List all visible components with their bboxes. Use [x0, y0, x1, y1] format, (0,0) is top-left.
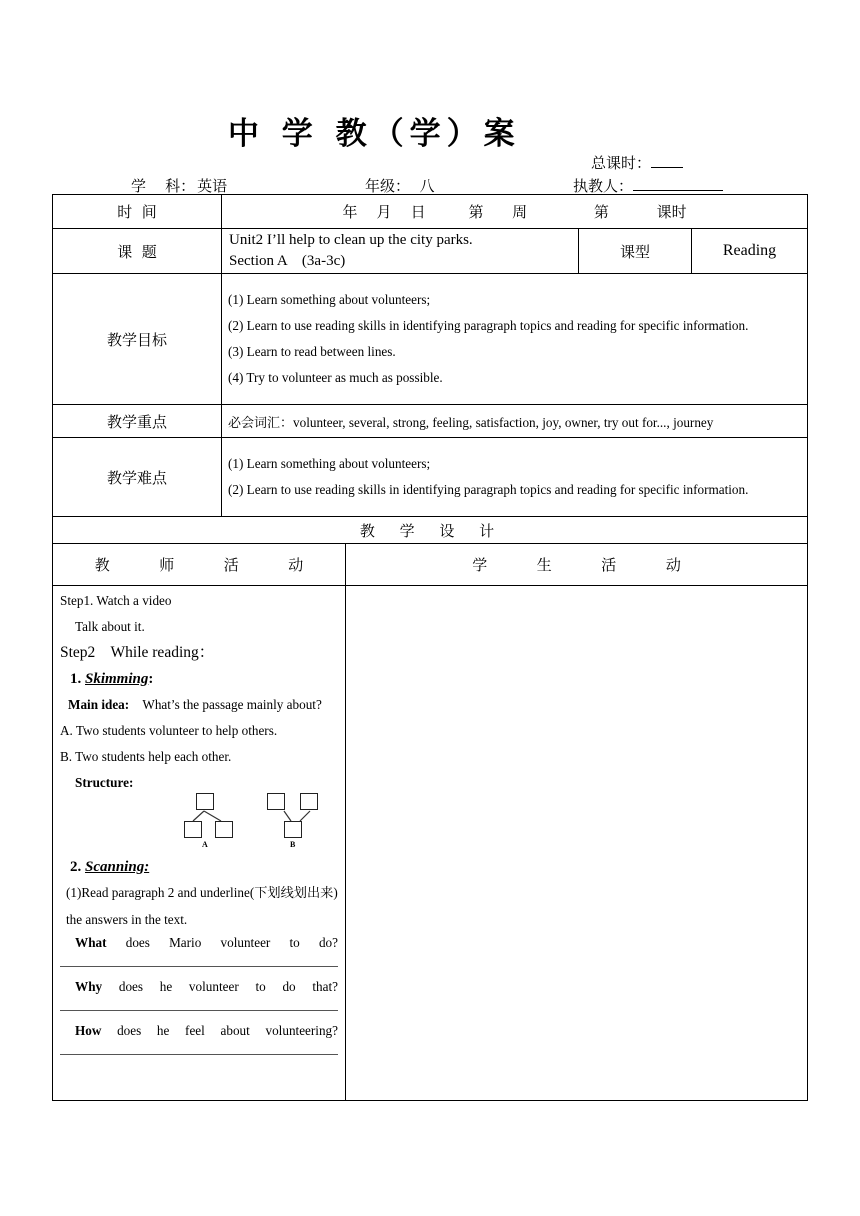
document-title: 中 学 教（学）案 [228, 116, 521, 152]
question-1 [60, 935, 338, 951]
scan-instr-part1: (1)Read paragraph 2 and underline( [66, 885, 255, 900]
q1-text: does Mario volunteer to do? [125, 935, 338, 950]
question-2 [60, 979, 338, 995]
teacher-activity-cell [53, 586, 346, 1101]
subject-label: 学 科： [131, 177, 196, 195]
key-words: volunteer, several, strong, feeling, satisfaction, joy, owner, try out for..., journey [293, 414, 714, 430]
goal-item: (1) Learn something about volunteers; [228, 292, 431, 307]
topic-line-1: Unit2 I’ll help to clean up the city parks. [229, 232, 473, 248]
key-points-row [53, 405, 808, 438]
type-label: 课型 [579, 229, 692, 274]
total-hours-blank [651, 167, 683, 168]
structure-diagram [60, 796, 338, 866]
step2: Step2 While reading： [60, 644, 215, 661]
key-points-label: 教学重点 [53, 405, 222, 438]
teacher-label: 执教人： [573, 177, 634, 195]
scan-num: 2. [70, 859, 85, 875]
design-row [53, 517, 808, 544]
time-label [53, 195, 222, 229]
skimming-heading [60, 666, 338, 692]
answer-line-2 [60, 1009, 338, 1011]
student-activity-cell [346, 586, 808, 1101]
goal-item: (2) Learn to use reading skills in identifying paragraph topics and reading for specific information. [228, 318, 749, 333]
skim-num: 1. [70, 671, 85, 687]
goals-row [53, 274, 808, 405]
goals-list [222, 274, 808, 405]
goals-label: 教学目标 [53, 274, 222, 405]
answer-line-1 [60, 965, 338, 967]
lesson-plan-table [52, 194, 808, 1101]
diagram-a-label: A [202, 840, 208, 849]
key-prefix: 必会词汇： [228, 415, 294, 431]
main-idea-question: What’s the passage mainly about? [142, 697, 322, 712]
step1-sub: Talk about it. [75, 619, 145, 634]
topic-row [53, 229, 808, 274]
difficult-item: (1) Learn something about volunteers; [228, 456, 431, 471]
diagram-a-top-box [196, 793, 214, 810]
difficult-item: (2) Learn to use reading skills in identifying paragraph topics and reading for specific information. [228, 482, 749, 497]
total-hours [591, 152, 683, 173]
teacher-activity-header: 教 师 活 动 [53, 544, 346, 586]
scan-instr-part2: ) the answers in the text. [66, 885, 338, 927]
option-b: B. Two students help each other. [60, 749, 232, 764]
q2-text: does he volunteer to do that? [118, 979, 338, 994]
q3-text: does he feel about volunteering? [117, 1023, 338, 1038]
structure-label: Structure: [75, 775, 134, 790]
diagram-b-left-box [267, 793, 285, 810]
topic-value [222, 229, 579, 274]
total-hours-label: 总课时： [591, 154, 652, 172]
time-label-text: 时 间 [117, 203, 157, 221]
skimming-label: Skimming [85, 671, 149, 687]
step1: Step1. Watch a video [60, 593, 172, 608]
design-label: 教 学 设 计 [53, 517, 808, 544]
q1-bold: What [75, 935, 107, 950]
topic-line-2: Section A (3a-3c) [229, 253, 346, 269]
skim-colon: : [148, 671, 154, 687]
subject-value: 英语 [197, 177, 228, 195]
activity-header-row [53, 544, 808, 586]
student-activity-header: 学 生 活 动 [346, 544, 808, 586]
difficult-label: 教学难点 [53, 438, 222, 517]
diagram-a-right-box [215, 821, 233, 838]
time-row [53, 195, 808, 229]
goal-item: (4) Try to volunteer as much as possible. [228, 370, 443, 385]
difficult-list [222, 438, 808, 517]
diagram-b-label: B [290, 840, 296, 849]
type-value: Reading [692, 229, 808, 274]
main-idea-label: Main idea: [68, 697, 130, 712]
activity-body-row [53, 586, 808, 1101]
difficult-row [53, 438, 808, 517]
teacher-blank [633, 190, 723, 191]
question-3 [60, 1023, 338, 1039]
key-points-value [222, 405, 808, 438]
subject-field [131, 175, 229, 196]
diagram-a-left-box [184, 821, 202, 838]
topic-label-text: 课 题 [117, 242, 157, 261]
q3-bold: How [75, 1023, 102, 1038]
scanning-label: Scanning: [85, 859, 150, 875]
teacher-field [573, 175, 723, 196]
option-a: A. Two students volunteer to help others. [60, 723, 278, 738]
scan-instr-cn: 下划线划出来 [254, 886, 334, 901]
answer-line-3 [60, 1053, 338, 1055]
diagram-b-bottom-box [284, 821, 302, 838]
q2-bold: Why [75, 979, 103, 994]
diagram-b-right-box [300, 793, 318, 810]
grade-value: 八 [410, 178, 444, 195]
grade-label: 年级： [365, 177, 411, 195]
time-value: 年 月 日 第 周 第 课时 [222, 195, 808, 229]
grade-field [365, 175, 444, 196]
main-idea [60, 692, 338, 718]
scan-instruction [60, 880, 338, 933]
topic-label [53, 229, 222, 274]
goal-item: (3) Learn to read between lines. [228, 344, 396, 359]
